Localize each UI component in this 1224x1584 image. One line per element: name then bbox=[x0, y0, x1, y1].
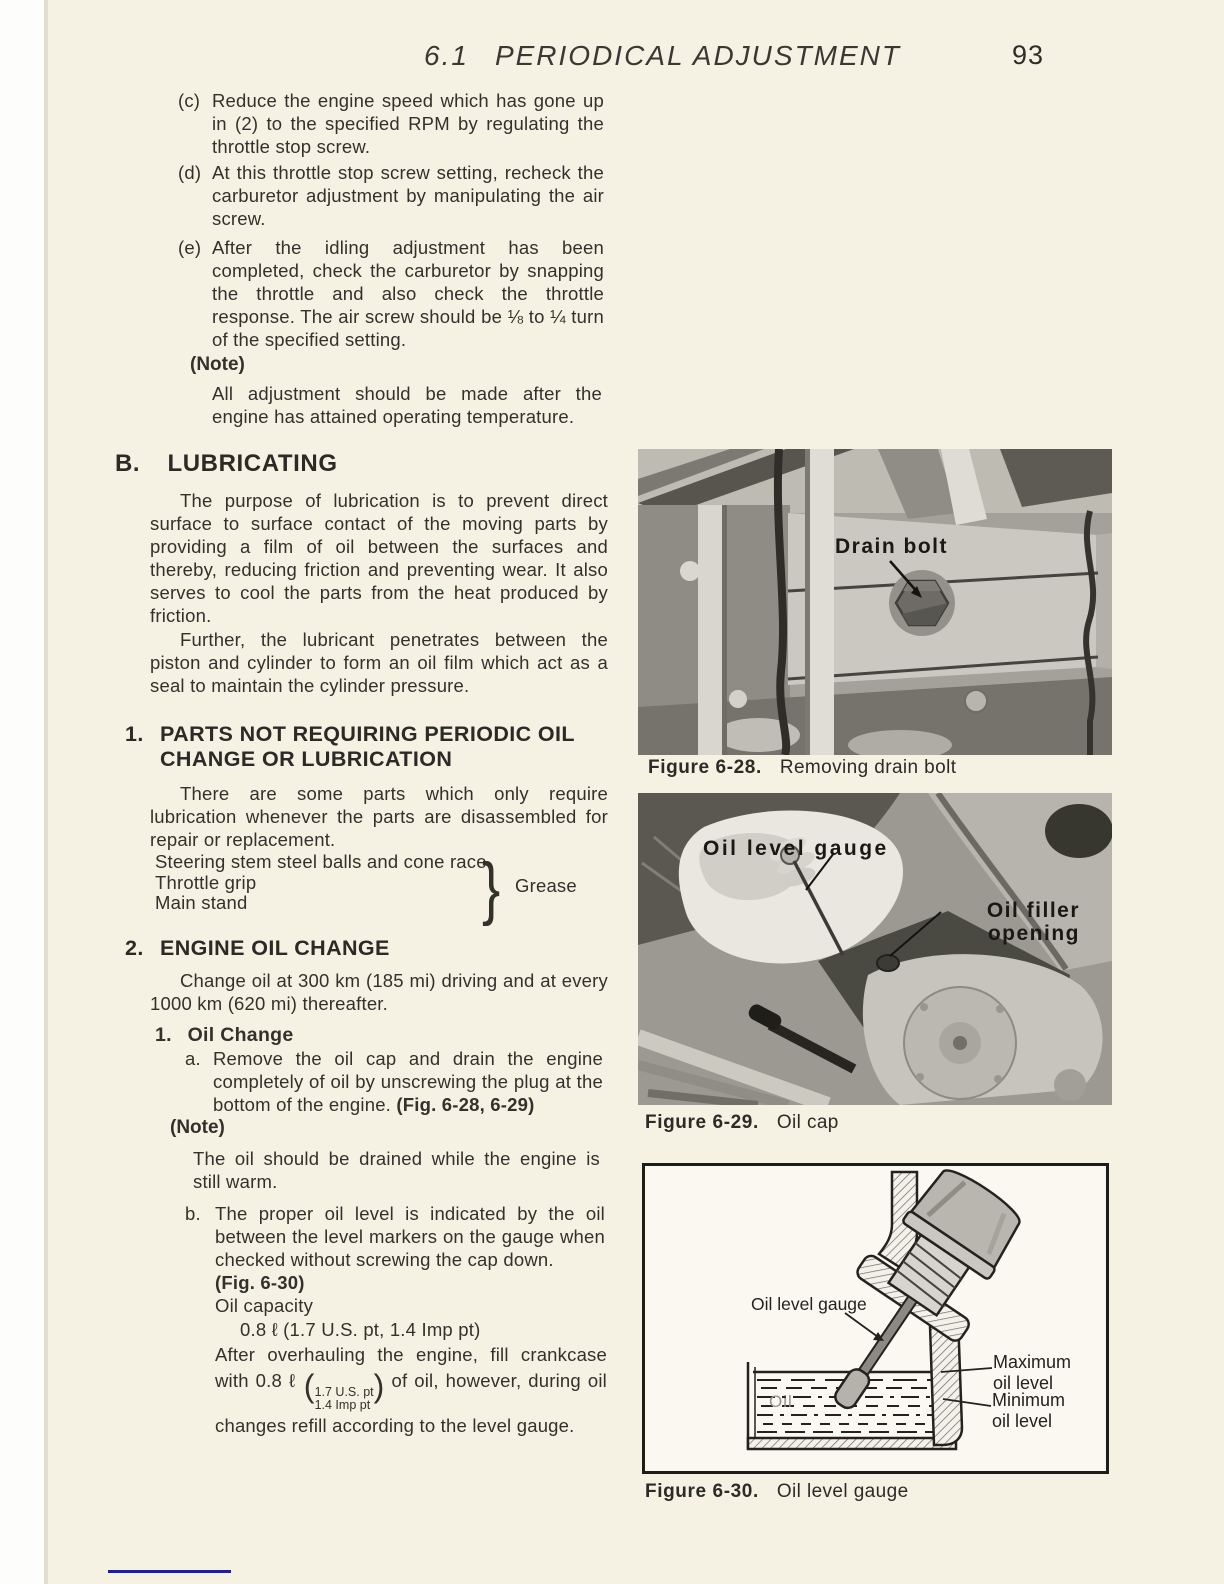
section-title: LUBRICATING bbox=[167, 450, 338, 477]
parts-paragraph: There are some parts which only require lubrication whenever the parts are disassembled for repair or replacement. bbox=[150, 783, 608, 850]
note-text: All adjustment should be made after the engine has attained operating temperature. bbox=[212, 383, 602, 427]
paren: ( bbox=[303, 1367, 315, 1404]
lube-item: Steering stem steel balls and cone race bbox=[155, 851, 487, 872]
minimum-oil-level-label: Minimum oil level bbox=[992, 1390, 1066, 1431]
refill-paragraph bbox=[215, 1342, 607, 1438]
engine-drain-bolt-photo bbox=[638, 449, 1112, 755]
oil-change-subheading bbox=[155, 1024, 294, 1047]
gauge-diagram-label: Oil level gauge bbox=[751, 1294, 867, 1314]
oil-capacity-label: Oil capacity bbox=[215, 1295, 314, 1316]
item-text: Reduce the engine speed which has gone up in (2) to the specified RPM by regulating the throttle stop screw. bbox=[212, 90, 604, 157]
section-b-heading bbox=[115, 450, 338, 478]
subsection-title: PARTS NOT REQUIRING PERIODIC OIL CHANGE OR LUBRICATION bbox=[160, 722, 575, 771]
step-label: a. bbox=[185, 1048, 201, 1069]
step-text: Remove the oil cap and drain the engine completely of oil by unscrewing the plug at the bottom of the engine. bbox=[213, 1048, 603, 1115]
section-number: 6.1 bbox=[424, 40, 469, 71]
subsection-2-heading bbox=[125, 936, 608, 961]
list-item-c bbox=[178, 89, 604, 158]
step-a bbox=[185, 1047, 603, 1116]
scan-edge-strip bbox=[0, 0, 48, 1584]
figure-6-29-caption bbox=[645, 1112, 839, 1134]
figure-reference: (Fig. 6-30) bbox=[215, 1272, 305, 1293]
item-title: Oil Change bbox=[187, 1024, 294, 1046]
figure-6-28-caption bbox=[648, 757, 956, 779]
step-b bbox=[185, 1202, 605, 1271]
note-label: (Note) bbox=[190, 354, 245, 375]
section-letter: B. bbox=[115, 450, 141, 477]
figure-6-29-photo bbox=[638, 793, 1112, 1105]
figure-6-30-diagram bbox=[642, 1163, 1109, 1474]
oil-filler-hole bbox=[877, 955, 899, 971]
caption-label: Figure 6-30. bbox=[645, 1481, 759, 1502]
note-text: The oil should be drained while the engine is still warm. bbox=[193, 1148, 600, 1192]
caption-label: Figure 6-28. bbox=[648, 757, 762, 778]
oil-text-label: Oil bbox=[769, 1392, 793, 1411]
oil-change-paragraph: Change oil at 300 km (185 mi) driving and at every 1000 km (620 mi) thereafter. bbox=[150, 970, 608, 1014]
subsection-title: ENGINE OIL CHANGE bbox=[160, 936, 390, 960]
lubricating-paragraph-1: The purpose of lubrication is to prevent direct surface to surface contact of the moving parts by providing a film of oil between the surfaces and thereby, reducing friction and preventing wear. It also serves to cool the parts from the heat produced by friction. bbox=[150, 490, 608, 626]
item-label: (d) bbox=[178, 162, 202, 183]
pint-fraction: 1.7 U.S. pt 1.4 Imp pt bbox=[314, 1384, 374, 1412]
oil-level-gauge-label: Oil level gauge bbox=[703, 837, 889, 860]
grease-brace: } bbox=[482, 849, 501, 927]
subsection-1-heading bbox=[125, 722, 608, 772]
caption-text: Oil level gauge bbox=[776, 1481, 909, 1502]
note-label: (Note) bbox=[170, 1117, 225, 1138]
list-item-e bbox=[178, 236, 604, 351]
step-label: b. bbox=[185, 1203, 201, 1224]
refill-text: of oil, however, during oil changes refill according to the level gauge. bbox=[215, 1369, 607, 1436]
chapter-title: PERIODICAL ADJUSTMENT bbox=[494, 40, 901, 71]
step-text: The proper oil level is indicated by the oil between the level markers on the gauge when checked without screwing the cap down. bbox=[215, 1203, 605, 1270]
caption-text: Removing drain bolt bbox=[779, 757, 957, 778]
oil-filler-opening-label: Oil filler opening bbox=[986, 899, 1080, 945]
caption-text: Oil cap bbox=[776, 1112, 839, 1133]
lubrication-list bbox=[155, 852, 515, 914]
item-label: (e) bbox=[178, 237, 202, 258]
paren: ) bbox=[373, 1367, 385, 1404]
subsection-number: 1. bbox=[125, 722, 144, 746]
figure-6-30-caption bbox=[645, 1481, 909, 1503]
item-number: 1. bbox=[155, 1024, 172, 1046]
lubricating-paragraph-2: Further, the lubricant penetrates between the piston and cylinder to form an oil film which act as a seal to maintain the cylinder pressure. bbox=[150, 629, 608, 696]
grease-label: Grease bbox=[515, 875, 577, 896]
page-header bbox=[424, 40, 901, 72]
lube-item: Throttle grip bbox=[155, 871, 257, 893]
lube-item: Main stand bbox=[155, 892, 248, 913]
drain-bolt-label: Drain bolt bbox=[835, 535, 948, 558]
page-number: 93 bbox=[1012, 40, 1045, 70]
caption-label: Figure 6-29. bbox=[645, 1112, 759, 1133]
figure-6-28-photo bbox=[638, 449, 1112, 755]
item-text: At this throttle stop screw setting, recheck the carburetor adjustment by manipulating the air screw. bbox=[212, 162, 604, 229]
gauge-rod bbox=[859, 1296, 916, 1375]
footer-blue-rule bbox=[108, 1570, 231, 1573]
item-label: (c) bbox=[178, 90, 201, 111]
maximum-oil-level-label: Maximum oil level bbox=[993, 1352, 1072, 1393]
refill-text: After overhauling the engine, fill crankcase with 0.8 ℓ bbox=[215, 1344, 607, 1391]
drain-bolt-shape bbox=[889, 570, 955, 636]
figure-reference: (Fig. 6-28, 6-29) bbox=[396, 1094, 535, 1115]
subsection-number: 2. bbox=[125, 936, 144, 960]
oil-capacity-value: 0.8 ℓ (1.7 U.S. pt, 1.4 Imp pt) bbox=[240, 1319, 481, 1340]
item-text: After the idling adjustment has been completed, check the carburetor by snapping the throttle and also check the throttle response. The air screw should be ⅛ to ¼ turn of the specified setting. bbox=[212, 237, 604, 350]
list-item-d bbox=[178, 161, 604, 230]
